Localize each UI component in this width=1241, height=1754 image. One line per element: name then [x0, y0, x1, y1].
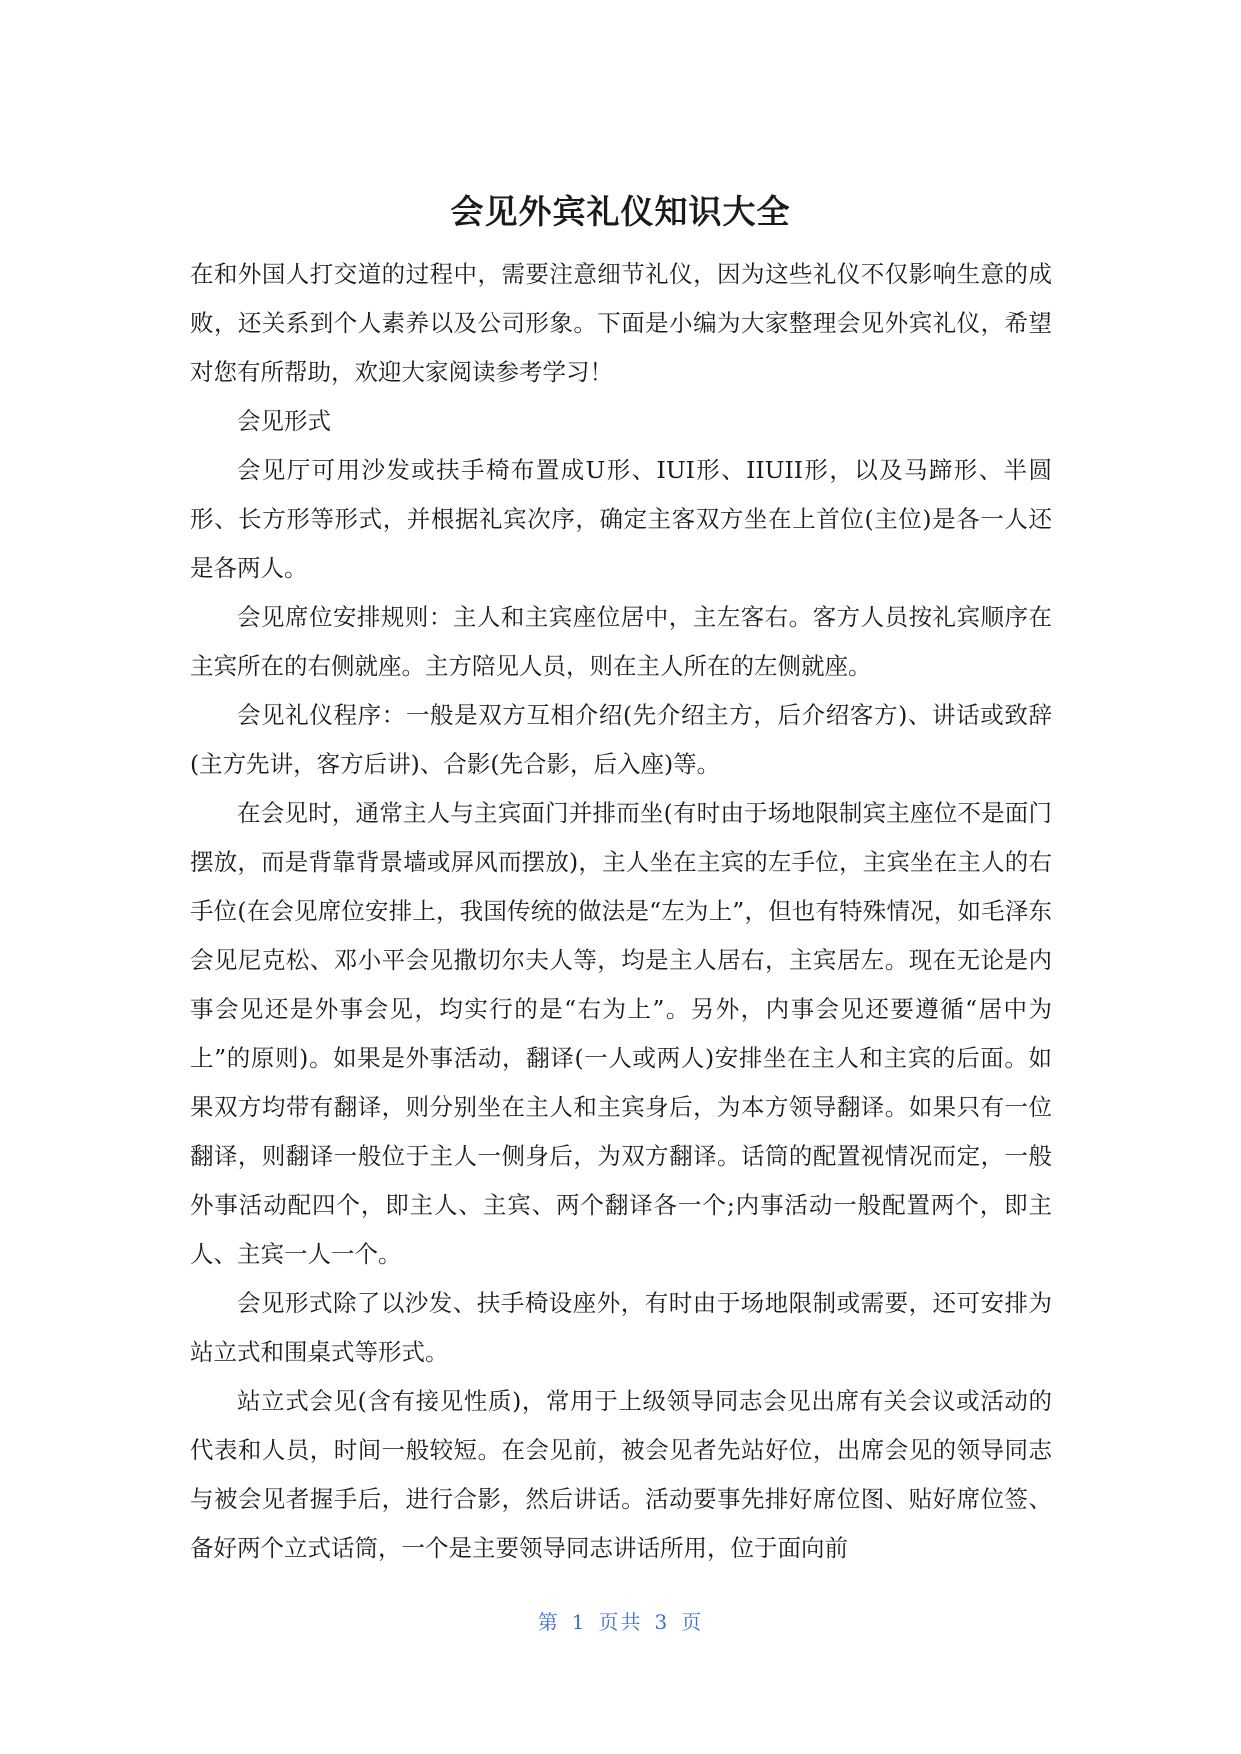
paragraph: 会见形式除了以沙发、扶手椅设座外，有时由于场地限制或需要，还可安排为站立式和围桌式等形式。: [190, 1289, 1052, 1366]
paragraph: 站立式会见(含有接见性质)，常用于上级领导同志会见出席有关会议或活动的代表和人员，时间一般较短。在会见前，被会见者先站好位，出席会见的领导同志与被会见者握手后，进行合影，然后讲话。活动要事先排好席位图、贴好席位签、备好两个立式话筒，一个是主要领导同志讲话所用，位于面向前: [190, 1387, 1052, 1562]
footer-total-pages: 3: [654, 1610, 670, 1634]
paragraph: 会见席位安排规则：主人和主宾座位居中，主左客右。客方人员按礼宾顺序在主宾所在的右侧就座。主方陪见人员，则在主人所在的左侧就座。: [190, 603, 1052, 680]
footer-suffix: 页: [681, 1610, 704, 1634]
footer-middle: 页共: [598, 1610, 643, 1634]
footer-prefix: 第: [537, 1610, 560, 1634]
page-footer: [0, 1606, 1241, 1635]
paragraph: 会见厅可用沙发或扶手椅布置成U形、IUI形、IIUII形，以及马蹄形、半圆形、长方形等形式，并根据礼宾次序，确定主客双方坐在上首位(主位)是各一人还是各两人。: [190, 456, 1052, 582]
document-title: 会见外宾礼仪知识大全: [450, 192, 791, 231]
paragraph: 在和外国人打交道的过程中，需要注意细节礼仪，因为这些礼仪不仅影响生意的成败，还关系到个人素养以及公司形象。下面是小编为大家整理会见外宾礼仪，希望对您有所帮助，欢迎大家阅读参考学习！: [190, 260, 1052, 386]
document-body: [190, 250, 1052, 1573]
paragraph: 会见礼仪程序：一般是双方互相介绍(先介绍主方，后介绍客方)、讲话或致辞(主方先讲，客方后讲)、合影(先合影，后入座)等。: [190, 701, 1052, 778]
section-heading: 会见形式: [237, 407, 331, 435]
footer-current-page: 1: [571, 1610, 587, 1634]
paragraph: 在会见时，通常主人与主宾面门并排而坐(有时由于场地限制宾主座位不是面门摆放，而是背靠背景墙或屏风而摆放)，主人坐在主宾的左手位，主宾坐在主人的右手位(在会见席位安排上，我国传统的做法是“左为上”，但也有特殊情况，如毛泽东会见尼克松、邓小平会见撒切尔夫人等，均是主人居右，主宾居左。现在无论是内事会见还是外事会见，均实行的是“右为上”。另外，内事会见还要遵循“居中为上”的原则)。如果是外事活动，翻译(一人或两人)安排坐在主人和主宾的后面。如果双方均带有翻译，则分别坐在主人和主宾身后，为本方领导翻译。如果只有一位翻译，则翻译一般位于主人一侧身后，为双方翻译。话筒的配置视情况而定，一般外事活动配四个，即主人、主宾、两个翻译各一个;内事活动一般配置两个，即主人、主宾一人一个。: [190, 799, 1052, 1268]
